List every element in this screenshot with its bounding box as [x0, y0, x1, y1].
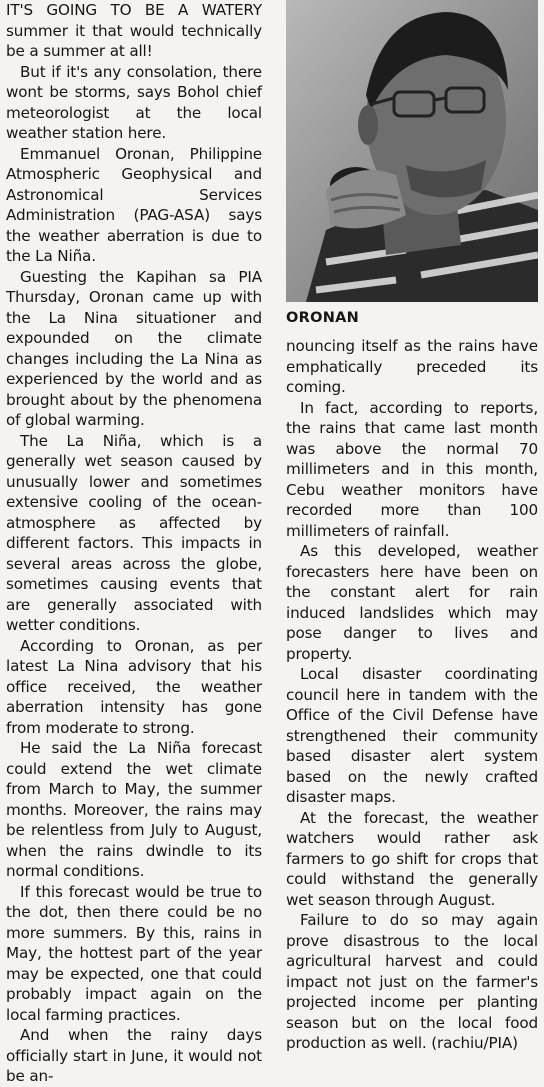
article-paragraph: nouncing itself as the rains have emphatically preceded its coming.: [286, 337, 538, 396]
article-paragraph: In fact, according to reports, the rains that came last month was above the normal 70 millimeters and in this month, Cebu weather monitors have recorded more than 100 millimeters of rainfall.: [286, 398, 538, 540]
article-paragraph: But if it's any consolation, there wont be storms, says Bohol chief meteorologist at the local weather station here.: [6, 62, 262, 142]
article-paragraph: If this forecast would be true to the dot, then there could be no more summers. By this, rains in May, the hottest part of the year may be expected, one that could probably impact again on the local farming practices.: [6, 882, 262, 1024]
article-paragraph: IT'S GOING TO BE A WATERY summer it that would technically be a summer at all!: [6, 1, 262, 60]
article-column-left: [6, 0, 262, 1087]
speaker-photo: [286, 0, 538, 302]
article-paragraph: Guesting the Kapihan sa PIA Thursday, Oronan came up with the La Nina situationer and expounded on the climate changes including the La Nina as experienced by the world and as brought about by the phenomena of global warming.: [6, 267, 262, 429]
article-paragraph: According to Oronan, as per latest La Nina advisory that his office received, the weather aberration intensity has gone from moderate to strong.: [6, 636, 262, 737]
article-paragraph: And when the rainy days officially start in June, it would not be an-: [6, 1026, 262, 1085]
article-paragraph: Emmanuel Oronan, Philippine Atmospheric Geophysical and Astronomical Services Administration (PAG-ASA) says the weather aberration is due to the La Niña.: [6, 144, 262, 265]
article-paragraph: He said the La Niña forecast could extend the wet climate from March to May, the summer months. Moreover, the rains may be relentless from July to August, when the rains dwindle to its normal conditions.: [6, 739, 262, 880]
article-paragraph: Failure to do so may again prove disastrous to the local agricultural harvest and could impact not just on the farmer's projected income per planting season but on the local food production as well. (rachiu/PIA): [286, 911, 538, 1052]
article-paragraph: Local disaster coordinating council here in tandem with the Office of the Civil Defense have strengthened their community based disaster alert system based on the newly crafted disaster maps.: [286, 665, 538, 806]
article-paragraph: As this developed, weather forecasters here have been on the constant alert for rain induced landslides which may pose danger to lives and property.: [286, 542, 538, 663]
article-paragraph: At the forecast, the weather watchers would rather ask farmers to go shift for crops that could withstand the generally wet season through August.: [286, 808, 538, 909]
article-paragraph: The La Niña, which is a generally wet season caused by unusually lower and sometimes extensive cooling of the ocean-atmosphere as affected by different factors. This impacts in several areas across the globe, sometimes causing events that are generally associated with wetter conditions.: [6, 431, 262, 634]
article-column-right: [286, 336, 538, 1054]
photo-caption: ORONAN: [286, 310, 360, 326]
